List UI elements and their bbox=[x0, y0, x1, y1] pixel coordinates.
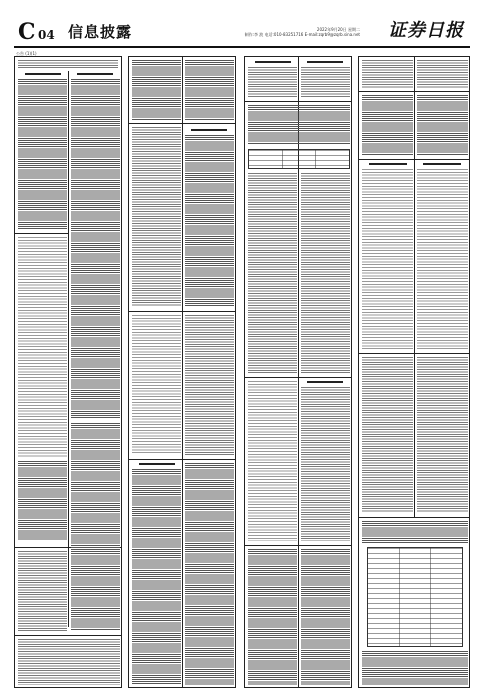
announcement-text-block bbox=[132, 469, 181, 685]
announcement-text-block bbox=[248, 105, 350, 145]
masthead bbox=[14, 20, 470, 46]
date-line: 2022年9月20日 星期二 bbox=[316, 27, 360, 32]
announcement-heading bbox=[255, 61, 291, 63]
announcement-text-block bbox=[185, 315, 234, 455]
announcement-text-block bbox=[417, 169, 468, 349]
section-separator bbox=[129, 459, 236, 460]
announcement-heading bbox=[139, 463, 175, 465]
section-separator bbox=[245, 101, 352, 102]
announcement-column-4 bbox=[358, 56, 470, 688]
section-separator bbox=[359, 91, 470, 92]
section-separator bbox=[359, 517, 470, 518]
announcement-text-block bbox=[248, 173, 297, 373]
announcement-text-block bbox=[185, 135, 234, 307]
announcement-column-2 bbox=[128, 56, 236, 688]
section-separator bbox=[245, 545, 352, 546]
announcement-text-block bbox=[417, 95, 468, 155]
announcement-text-block bbox=[132, 60, 181, 120]
section-separator bbox=[359, 159, 470, 160]
column-divider bbox=[68, 71, 69, 627]
newspaper-logo: 证券日报 bbox=[388, 20, 464, 41]
data-table bbox=[367, 547, 463, 647]
announcement-text-block bbox=[248, 549, 297, 685]
announcement-text-block bbox=[18, 461, 67, 541]
section-separator bbox=[245, 377, 352, 378]
announcement-text-block bbox=[185, 463, 234, 685]
announcement-text-block bbox=[362, 357, 413, 513]
announcement-text-block bbox=[301, 173, 350, 373]
announcement-text-block bbox=[71, 423, 120, 631]
announcement-text-block bbox=[362, 60, 413, 88]
column-tag: 公告 (1)(1) bbox=[16, 51, 37, 56]
section-separator bbox=[15, 635, 122, 636]
contact-line: 制作:李 波 电话:010-83251716 E-mail:zqrb9@zqrb.sina.net bbox=[244, 32, 360, 37]
announcement-heading bbox=[423, 163, 461, 165]
section-separator bbox=[359, 353, 470, 354]
page-number: 04 bbox=[38, 28, 55, 42]
announcement-text-block bbox=[18, 237, 67, 457]
announcement-text-block bbox=[362, 95, 413, 155]
section-separator bbox=[129, 311, 236, 312]
announcement-text-block bbox=[417, 357, 468, 513]
masthead-rule bbox=[14, 46, 470, 48]
announcement-text-block bbox=[301, 387, 350, 541]
column-divider bbox=[182, 57, 183, 687]
page-letter: C bbox=[18, 19, 36, 45]
announcement-text-block bbox=[417, 60, 468, 88]
announcement-text-block bbox=[71, 79, 120, 419]
announcement-text-block bbox=[362, 651, 468, 685]
announcement-heading bbox=[77, 73, 113, 75]
announcement-text-block bbox=[301, 549, 350, 685]
announcement-text-block bbox=[18, 639, 120, 685]
announcement-text-block bbox=[132, 127, 181, 307]
announcement-heading bbox=[369, 163, 407, 165]
column-divider bbox=[414, 57, 415, 517]
announcement-text-block bbox=[132, 315, 181, 455]
section-separator bbox=[129, 123, 236, 124]
announcement-text-block bbox=[18, 79, 67, 229]
data-table bbox=[248, 149, 350, 169]
announcement-text-block bbox=[18, 551, 67, 631]
announcement-heading bbox=[191, 129, 227, 131]
masthead-meta bbox=[245, 27, 360, 37]
announcement-column-3 bbox=[244, 56, 352, 688]
announcement-text-block bbox=[301, 67, 350, 97]
announcement-text-block bbox=[248, 381, 297, 541]
section-title: 信息披露 bbox=[68, 23, 133, 41]
announcement-text-block bbox=[248, 67, 297, 97]
announcement-text-block bbox=[18, 60, 118, 68]
announcement-text-block bbox=[362, 521, 468, 543]
announcement-heading bbox=[25, 73, 61, 75]
announcement-heading bbox=[307, 61, 343, 63]
section-separator bbox=[15, 233, 69, 234]
announcement-heading bbox=[307, 381, 343, 383]
announcement-column-1 bbox=[14, 56, 122, 688]
announcement-text-block bbox=[362, 169, 413, 349]
announcement-text-block bbox=[185, 60, 234, 120]
